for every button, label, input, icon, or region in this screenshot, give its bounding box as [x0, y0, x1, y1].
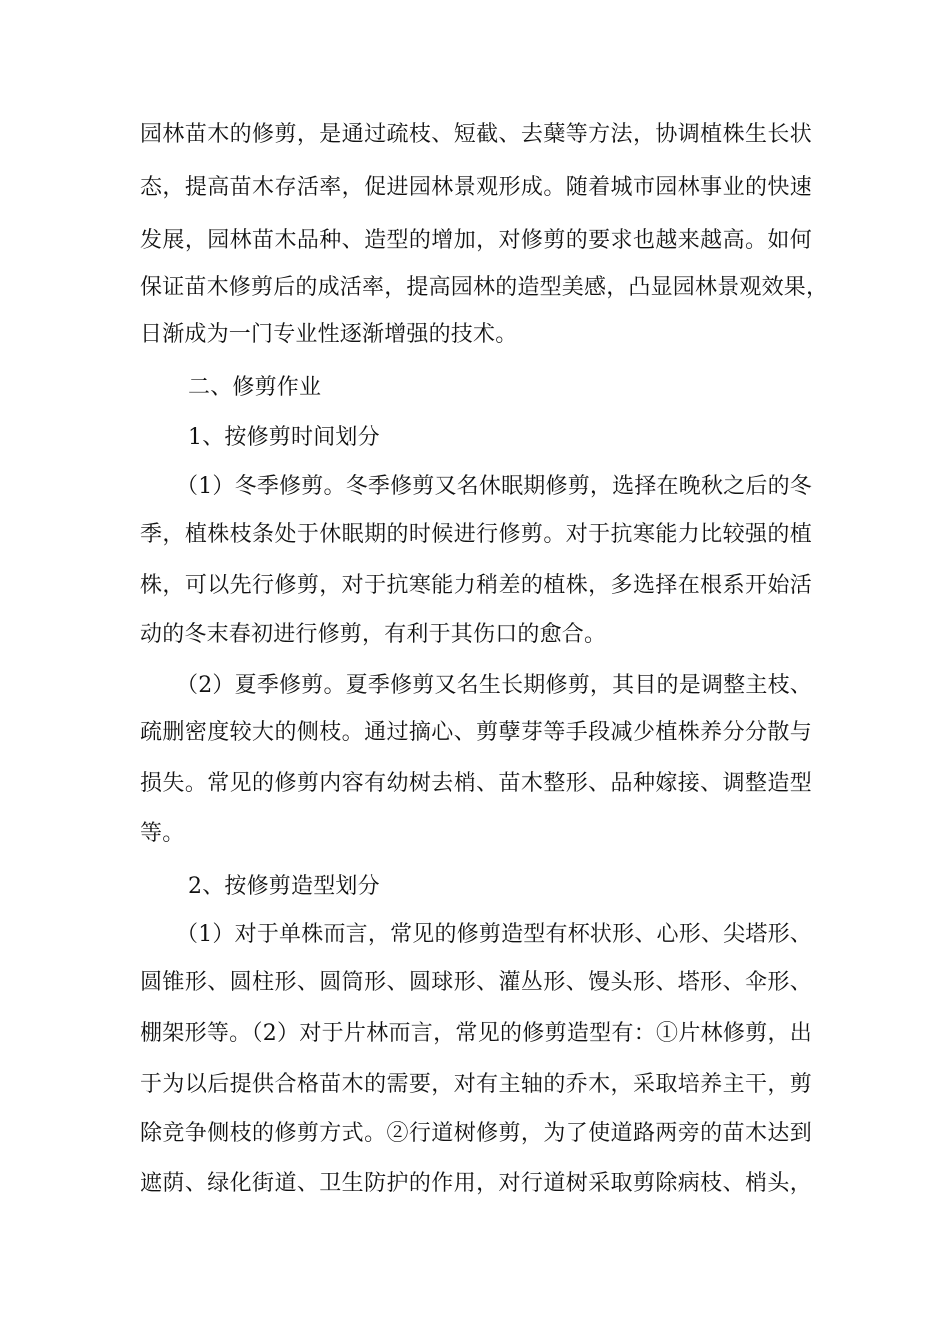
subsection-heading: 2、按修剪造型划分 — [188, 874, 380, 899]
paragraph-line: 遮荫、绿化街道、卫生防护的作用，对行道树采取剪除病枝、梢头， — [140, 1171, 812, 1196]
section-heading: 二、修剪作业 — [188, 375, 322, 400]
paragraph-line: （2）夏季修剪。夏季修剪又名生长期修剪，其目的是调整主枝、 — [176, 673, 812, 698]
paragraph-line: 圆锥形、圆柱形、圆筒形、圆球形、灌丛形、馒头形、塔形、伞形、 — [140, 970, 812, 995]
subsection-heading: 1、按修剪时间划分 — [188, 425, 380, 450]
paragraph-line: （1）冬季修剪。冬季修剪又名休眠期修剪，选择在晚秋之后的冬 — [176, 474, 812, 499]
paragraph-line: 等。 — [140, 821, 185, 846]
paragraph-line: 疏删密度较大的侧枝。通过摘心、剪孽芽等手段减少植株养分分散与 — [140, 720, 812, 745]
paragraph-line: 株，可以先行修剪，对于抗寒能力稍差的植株，多选择在根系开始活 — [140, 573, 812, 598]
paragraph-line: 损失。常见的修剪内容有幼树去梢、苗木整形、品种嫁接、调整造型 — [140, 771, 812, 796]
paragraph-line: 除竞争侧枝的修剪方式。②行道树修剪，为了使道路两旁的苗木达到 — [140, 1121, 812, 1146]
paragraph-line: 季，植株枝条处于休眠期的时候进行修剪。对于抗寒能力比较强的植 — [140, 522, 812, 547]
paragraph-line: 棚架形等。（2）对于片林而言，常见的修剪造型有：①片林修剪，出 — [140, 1021, 812, 1046]
paragraph-line: 保证苗木修剪后的成活率，提高园林的造型美感，凸显园林景观效果， — [140, 275, 829, 300]
paragraph-line: （1）对于单株而言，常见的修剪造型有杯状形、心形、尖塔形、 — [176, 922, 812, 947]
paragraph-line: 发展，园林苗木品种、造型的增加，对修剪的要求也越来越高。如何 — [140, 228, 812, 253]
paragraph-line: 动的冬末春初进行修剪，有利于其伤口的愈合。 — [140, 622, 607, 647]
paragraph-line: 日渐成为一门专业性逐渐增强的技术。 — [140, 322, 518, 347]
paragraph-line: 园林苗木的修剪，是通过疏枝、短截、去蘖等方法，协调植株生长状 — [140, 122, 812, 147]
paragraph-line: 于为以后提供合格苗木的需要，对有主轴的乔木，采取培养主干，剪 — [140, 1072, 812, 1097]
paragraph-line: 态，提高苗木存活率，促进园林景观形成。随着城市园林事业的快速 — [140, 175, 812, 200]
